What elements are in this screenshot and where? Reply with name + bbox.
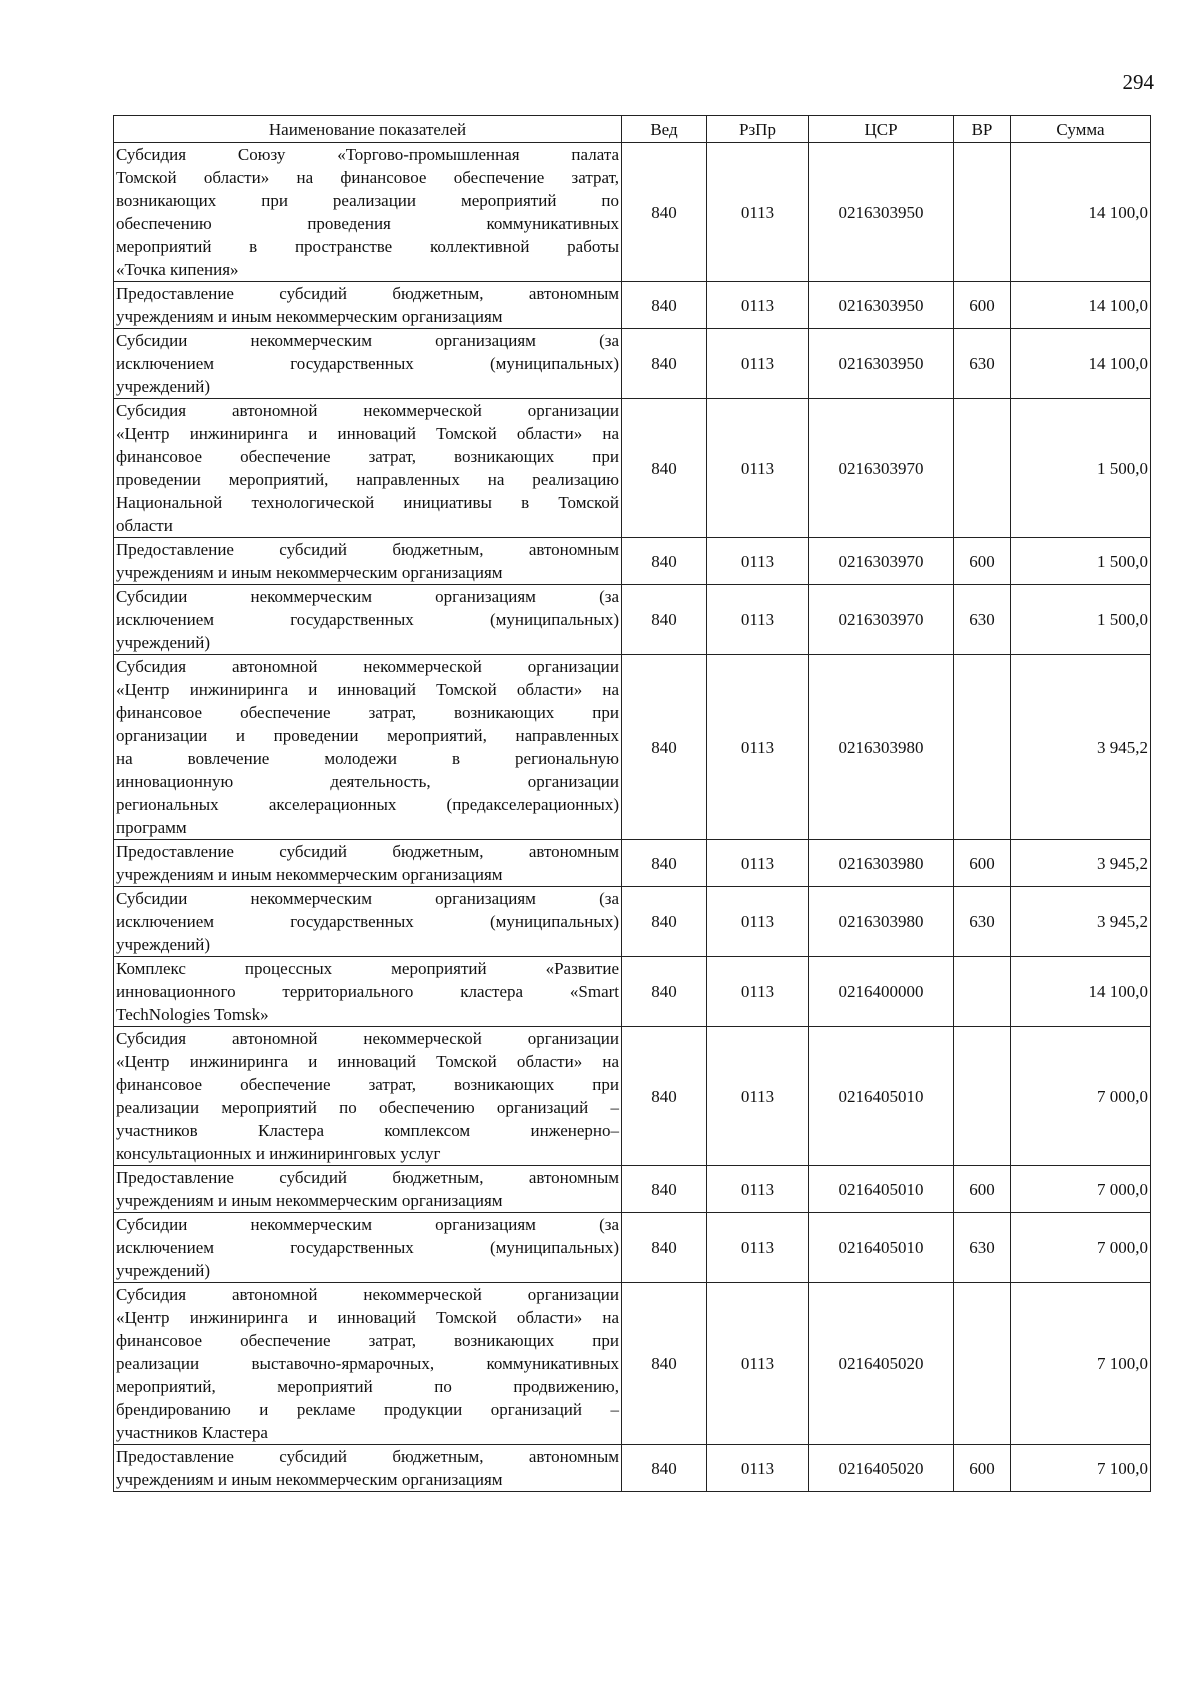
row-name-line: «Центр инжиниринга и инноваций Томской области» на <box>116 680 619 699</box>
row-name-cell <box>114 1283 622 1445</box>
row-name-line: брендированию и рекламе продукции организаций – <box>116 1400 619 1419</box>
header-csr: ЦСР <box>809 116 954 143</box>
row-name-line: финансовое обеспечение затрат, возникающих при <box>116 447 619 466</box>
row-name-line: учреждений) <box>116 633 210 652</box>
row-ved-cell: 840 <box>622 329 707 399</box>
table-row <box>114 957 1151 1027</box>
row-sum-cell: 3 945,2 <box>1011 655 1151 840</box>
row-vr-cell <box>954 1283 1011 1445</box>
row-name-line: Томской области» на финансовое обеспечение затрат, <box>116 168 619 187</box>
row-name-cell <box>114 538 622 585</box>
row-ved-cell: 840 <box>622 399 707 538</box>
row-rzpr-cell: 0113 <box>707 399 809 538</box>
table-row <box>114 143 1151 282</box>
row-ved-cell: 840 <box>622 143 707 282</box>
row-ved-cell: 840 <box>622 1213 707 1283</box>
row-name-line: Предоставление субсидий бюджетным, автономным <box>116 540 619 559</box>
row-name-line: консультационных и инжиниринговых услуг <box>116 1144 441 1163</box>
table-row <box>114 1283 1151 1445</box>
table-row <box>114 585 1151 655</box>
row-ved-cell: 840 <box>622 585 707 655</box>
row-name-line: «Центр инжиниринга и инноваций Томской области» на <box>116 1308 619 1327</box>
row-name-cell <box>114 282 622 329</box>
row-vr-cell <box>954 399 1011 538</box>
row-rzpr-cell: 0113 <box>707 1445 809 1492</box>
row-name-line: проведении мероприятий, направленных на реализацию <box>116 470 619 489</box>
row-name-line: Предоставление субсидий бюджетным, автономным <box>116 1168 619 1187</box>
row-csr-cell: 0216405010 <box>809 1213 954 1283</box>
row-name-line: учреждениям и иным некоммерческим организациям <box>116 865 503 884</box>
row-vr-cell: 600 <box>954 538 1011 585</box>
row-vr-cell: 600 <box>954 840 1011 887</box>
row-name-line: реализации мероприятий по обеспечению организаций – <box>116 1098 619 1117</box>
row-csr-cell: 0216303970 <box>809 538 954 585</box>
row-sum-cell: 7 100,0 <box>1011 1445 1151 1492</box>
row-vr-cell: 600 <box>954 1166 1011 1213</box>
row-name-line: мероприятий в пространстве коллективной работы <box>116 237 619 256</box>
header-sum: Сумма <box>1011 116 1151 143</box>
row-name-cell <box>114 1027 622 1166</box>
table-row <box>114 1166 1151 1213</box>
row-vr-cell <box>954 143 1011 282</box>
row-rzpr-cell: 0113 <box>707 1027 809 1166</box>
row-name-line: «Центр инжиниринга и инноваций Томской области» на <box>116 1052 619 1071</box>
row-name-line: обеспечению проведения коммуникативных <box>116 214 619 233</box>
row-name-cell <box>114 143 622 282</box>
row-vr-cell: 630 <box>954 1213 1011 1283</box>
row-name-line: Национальной технологической инициативы в Томской <box>116 493 619 512</box>
row-vr-cell <box>954 1027 1011 1166</box>
row-sum-cell: 3 945,2 <box>1011 887 1151 957</box>
row-name-cell <box>114 887 622 957</box>
row-rzpr-cell: 0113 <box>707 957 809 1027</box>
row-name-line: инновационного территориального кластера «Smart <box>116 982 619 1001</box>
row-name-line: Предоставление субсидий бюджетным, автономным <box>116 284 619 303</box>
row-name-line: Субсидии некоммерческим организациям (за <box>116 1215 619 1234</box>
row-name-line: Субсидия автономной некоммерческой организации <box>116 401 619 420</box>
row-name-line: финансовое обеспечение затрат, возникающих при <box>116 1075 619 1094</box>
row-name-line: «Центр инжиниринга и инноваций Томской области» на <box>116 424 619 443</box>
row-name-line: учреждениям и иным некоммерческим организациям <box>116 307 503 326</box>
row-name-line: учреждений) <box>116 1261 210 1280</box>
budget-table <box>113 115 1151 1492</box>
row-name-line: Предоставление субсидий бюджетным, автономным <box>116 842 619 861</box>
row-name-line: возникающих при реализации мероприятий по <box>116 191 619 210</box>
row-rzpr-cell: 0113 <box>707 887 809 957</box>
header-rzpr: РзПр <box>707 116 809 143</box>
table-row <box>114 282 1151 329</box>
row-sum-cell: 7 000,0 <box>1011 1027 1151 1166</box>
table-row <box>114 1445 1151 1492</box>
row-csr-cell: 0216405010 <box>809 1166 954 1213</box>
row-ved-cell: 840 <box>622 1166 707 1213</box>
row-sum-cell: 14 100,0 <box>1011 957 1151 1027</box>
row-rzpr-cell: 0113 <box>707 1283 809 1445</box>
table-row <box>114 887 1151 957</box>
row-name-line: участников Кластера комплексом инженерно– <box>116 1121 619 1140</box>
row-name-cell <box>114 399 622 538</box>
row-sum-cell: 7 000,0 <box>1011 1213 1151 1283</box>
row-csr-cell: 0216405020 <box>809 1283 954 1445</box>
row-name-line: учреждениям и иным некоммерческим организациям <box>116 563 503 582</box>
table-row <box>114 1027 1151 1166</box>
row-vr-cell <box>954 957 1011 1027</box>
row-vr-cell <box>954 655 1011 840</box>
row-name-line: Субсидии некоммерческим организациям (за <box>116 331 619 350</box>
row-ved-cell: 840 <box>622 655 707 840</box>
row-name-cell <box>114 1445 622 1492</box>
row-rzpr-cell: 0113 <box>707 329 809 399</box>
row-name-line: Субсидия автономной некоммерческой организации <box>116 1029 619 1048</box>
row-vr-cell: 630 <box>954 585 1011 655</box>
row-name-line: учреждений) <box>116 377 210 396</box>
row-name-line: Субсидии некоммерческим организациям (за <box>116 587 619 606</box>
row-rzpr-cell: 0113 <box>707 143 809 282</box>
row-csr-cell: 0216303970 <box>809 399 954 538</box>
row-ved-cell: 840 <box>622 887 707 957</box>
row-csr-cell: 0216303980 <box>809 655 954 840</box>
row-csr-cell: 0216400000 <box>809 957 954 1027</box>
row-name-line: исключением государственных (муниципальных) <box>116 912 619 931</box>
row-vr-cell: 630 <box>954 887 1011 957</box>
row-rzpr-cell: 0113 <box>707 538 809 585</box>
row-name-line: учреждениям и иным некоммерческим организациям <box>116 1470 503 1489</box>
row-name-line: реализации выставочно-ярмарочных, коммуникативных <box>116 1354 619 1373</box>
row-name-line: Субсидия автономной некоммерческой организации <box>116 1285 619 1304</box>
row-rzpr-cell: 0113 <box>707 1166 809 1213</box>
row-ved-cell: 840 <box>622 1283 707 1445</box>
row-name-line: TechNologies Tomsk» <box>116 1005 269 1024</box>
row-name-line: Субсидия Союзу «Торгово-промышленная палата <box>116 145 619 164</box>
row-vr-cell: 600 <box>954 1445 1011 1492</box>
row-name-line: учреждений) <box>116 935 210 954</box>
row-csr-cell: 0216303950 <box>809 329 954 399</box>
row-ved-cell: 840 <box>622 1027 707 1166</box>
header-ved: Вед <box>622 116 707 143</box>
table-row <box>114 1213 1151 1283</box>
row-name-cell <box>114 329 622 399</box>
row-name-cell <box>114 1213 622 1283</box>
table-row <box>114 840 1151 887</box>
row-name-line: Субсидия автономной некоммерческой организации <box>116 657 619 676</box>
row-sum-cell: 14 100,0 <box>1011 282 1151 329</box>
row-ved-cell: 840 <box>622 840 707 887</box>
row-name-line: исключением государственных (муниципальных) <box>116 354 619 373</box>
page-number: 294 <box>1122 70 1154 94</box>
row-name-line: инновационную деятельность, организации <box>116 772 619 791</box>
row-name-line: исключением государственных (муниципальных) <box>116 610 619 629</box>
row-name-cell <box>114 840 622 887</box>
row-rzpr-cell: 0113 <box>707 282 809 329</box>
row-name-line: учреждениям и иным некоммерческим организациям <box>116 1191 503 1210</box>
row-rzpr-cell: 0113 <box>707 840 809 887</box>
row-sum-cell: 14 100,0 <box>1011 329 1151 399</box>
row-csr-cell: 0216303950 <box>809 143 954 282</box>
row-ved-cell: 840 <box>622 1445 707 1492</box>
row-sum-cell: 1 500,0 <box>1011 585 1151 655</box>
row-vr-cell: 600 <box>954 282 1011 329</box>
table-body <box>114 143 1151 1492</box>
table-header-row <box>114 116 1151 143</box>
header-vr: ВР <box>954 116 1011 143</box>
row-sum-cell: 14 100,0 <box>1011 143 1151 282</box>
row-csr-cell: 0216303950 <box>809 282 954 329</box>
row-name-line: региональных акселерационных (предакселерационных) <box>116 795 619 814</box>
row-sum-cell: 3 945,2 <box>1011 840 1151 887</box>
row-sum-cell: 7 000,0 <box>1011 1166 1151 1213</box>
row-name-cell <box>114 957 622 1027</box>
row-ved-cell: 840 <box>622 282 707 329</box>
row-rzpr-cell: 0113 <box>707 585 809 655</box>
row-name-line: финансовое обеспечение затрат, возникающих при <box>116 1331 619 1350</box>
row-rzpr-cell: 0113 <box>707 655 809 840</box>
row-name-line: финансовое обеспечение затрат, возникающих при <box>116 703 619 722</box>
row-name-line: Предоставление субсидий бюджетным, автономным <box>116 1447 619 1466</box>
row-csr-cell: 0216303980 <box>809 887 954 957</box>
row-ved-cell: 840 <box>622 957 707 1027</box>
row-sum-cell: 7 100,0 <box>1011 1283 1151 1445</box>
row-name-line: программ <box>116 818 187 837</box>
table-row <box>114 538 1151 585</box>
row-csr-cell: 0216303970 <box>809 585 954 655</box>
row-csr-cell: 0216405010 <box>809 1027 954 1166</box>
row-csr-cell: 0216405020 <box>809 1445 954 1492</box>
header-name: Наименование показателей <box>114 116 622 143</box>
row-sum-cell: 1 500,0 <box>1011 399 1151 538</box>
table-row <box>114 399 1151 538</box>
row-name-cell <box>114 1166 622 1213</box>
row-name-line: области <box>116 516 173 535</box>
row-rzpr-cell: 0113 <box>707 1213 809 1283</box>
row-name-line: Комплекс процессных мероприятий «Развитие <box>116 959 619 978</box>
row-name-cell <box>114 655 622 840</box>
row-name-line: исключением государственных (муниципальных) <box>116 1238 619 1257</box>
row-name-line: Субсидии некоммерческим организациям (за <box>116 889 619 908</box>
row-name-line: организации и проведении мероприятий, направленных <box>116 726 619 745</box>
row-ved-cell: 840 <box>622 538 707 585</box>
row-name-cell <box>114 585 622 655</box>
table-row <box>114 655 1151 840</box>
row-sum-cell: 1 500,0 <box>1011 538 1151 585</box>
table-row <box>114 329 1151 399</box>
row-name-line: мероприятий, мероприятий по продвижению, <box>116 1377 619 1396</box>
row-vr-cell: 630 <box>954 329 1011 399</box>
row-csr-cell: 0216303980 <box>809 840 954 887</box>
row-name-line: на вовлечение молодежи в региональную <box>116 749 619 768</box>
row-name-line: «Точка кипения» <box>116 260 239 279</box>
row-name-line: участников Кластера <box>116 1423 268 1442</box>
